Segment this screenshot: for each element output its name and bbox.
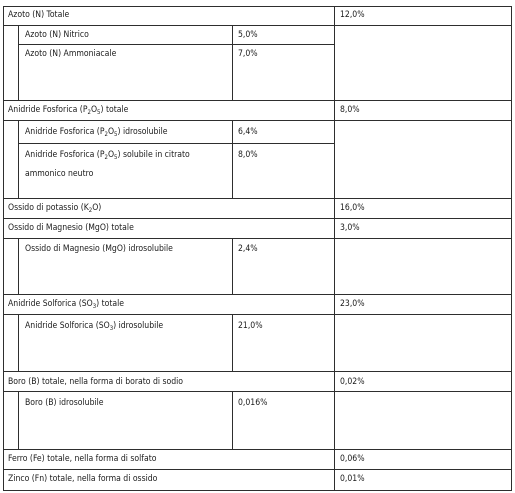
row-label: Anidride Fosforica $(P_2O_5)$ totale xyxy=(8,105,129,116)
row-divider xyxy=(3,120,512,121)
row-divider xyxy=(18,44,334,45)
row-label: Ossido di Magnesio (MgO) idrosolubile xyxy=(25,244,173,254)
row-divider xyxy=(18,143,334,144)
row-divider xyxy=(3,100,512,101)
row-label: Azoto (N) Totale xyxy=(8,10,70,20)
row-label: Anidride Solforica $(SO_3)$ idrosolubile xyxy=(25,321,164,332)
col-divider-sub xyxy=(334,391,335,449)
row-value: 5,0% xyxy=(238,30,258,40)
col-divider-sub xyxy=(334,238,335,294)
row-divider xyxy=(3,469,512,470)
col-divider-sub xyxy=(232,391,233,449)
row-value: 7,0% xyxy=(238,49,258,59)
col-divider-sub xyxy=(232,120,233,198)
row-divider xyxy=(3,238,512,239)
indent-line xyxy=(18,238,19,294)
table-border-right xyxy=(511,6,512,491)
row-label-line2: ammonico neutro xyxy=(25,169,94,179)
row-label: Anidride Fosforica $(P_2O_5)$ solubile in citrato xyxy=(25,150,190,161)
row-divider xyxy=(3,198,512,199)
indent-line xyxy=(18,391,19,449)
table-border-top xyxy=(3,6,512,7)
row-label: Anidride Fosforica $(P_2O_5)$ idrosolubile xyxy=(25,127,168,138)
row-value: 23,0% xyxy=(340,299,365,309)
row-value: 8,0% xyxy=(340,105,360,115)
row-value: 12,0% xyxy=(340,10,365,20)
col-divider-sub xyxy=(232,238,233,294)
row-label: Ossido di potassio $(K_2O)$ xyxy=(8,203,102,214)
indent-line xyxy=(18,120,19,198)
col-divider xyxy=(334,6,335,25)
col-divider-sub xyxy=(232,314,233,371)
row-divider xyxy=(3,391,512,392)
col-divider-sub xyxy=(334,120,335,198)
col-divider xyxy=(334,449,335,491)
col-divider xyxy=(334,100,335,120)
row-value: 3,0% xyxy=(340,223,360,233)
row-label: Azoto (N) Ammoniacale xyxy=(25,49,117,59)
row-divider xyxy=(3,314,512,315)
row-value: 0,01% xyxy=(340,474,365,484)
col-divider-sub xyxy=(334,314,335,371)
row-value: 2,4% xyxy=(238,244,258,254)
row-divider xyxy=(3,449,512,450)
row-divider xyxy=(3,294,512,295)
row-value: 6,4% xyxy=(238,127,258,137)
col-divider-sub xyxy=(232,25,233,100)
table-border-left xyxy=(3,6,4,491)
row-divider xyxy=(3,371,512,372)
table-border-bottom xyxy=(3,490,512,491)
row-divider xyxy=(3,25,512,26)
row-value: 0,016% xyxy=(238,398,268,408)
col-divider-sub xyxy=(334,25,335,100)
row-value: 0,02% xyxy=(340,377,365,387)
row-value: 21,0% xyxy=(238,321,263,331)
row-label: Ossido di Magnesio (MgO) totale xyxy=(8,223,134,233)
row-divider xyxy=(3,218,512,219)
row-value: 0,06% xyxy=(340,454,365,464)
row-value: 8,0% xyxy=(238,150,258,160)
row-label: Ferro (Fe) totale, nella forma di solfato xyxy=(8,454,157,464)
row-label: Zinco (Fn) totale, nella forma di ossido xyxy=(8,474,158,484)
row-label: Boro (B) idrosolubile xyxy=(25,398,104,408)
row-value: 16,0% xyxy=(340,203,365,213)
row-label: Azoto (N) Nitrico xyxy=(25,30,89,40)
col-divider xyxy=(334,294,335,314)
row-label: Anidride Solforica $(SO_3)$ totale xyxy=(8,299,125,310)
row-label: Boro (B) totale, nella forma di borato di sodio xyxy=(8,377,184,387)
col-divider xyxy=(334,371,335,391)
indent-line xyxy=(18,25,19,100)
indent-line xyxy=(18,314,19,371)
